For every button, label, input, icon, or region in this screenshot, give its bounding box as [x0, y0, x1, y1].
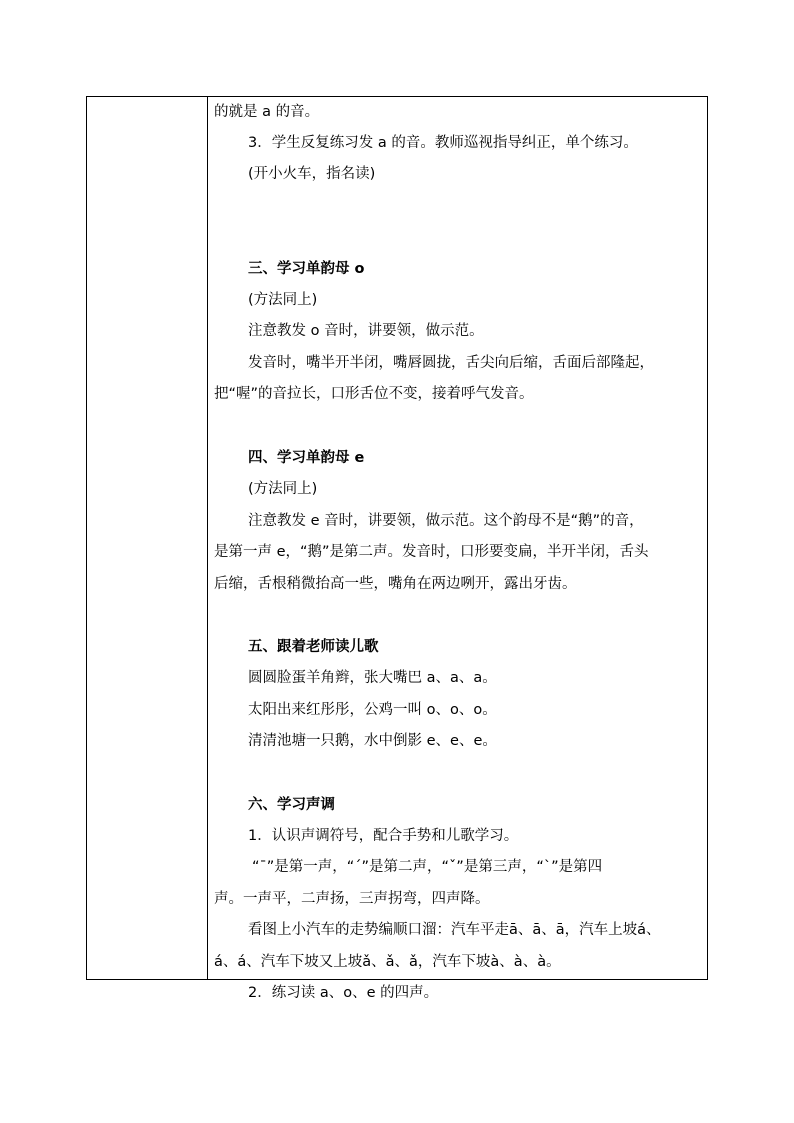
column-divider [207, 97, 208, 979]
section-4-desc-line-1: 注意教发 e 音时，讲要领，做示范。这个韵母不是“鹅”的音， [248, 513, 644, 529]
rhyme-line-3: 清清池塘一只鹅，水中倒影 e、e、e。 [248, 733, 497, 749]
section-3-desc-line-1: 发音时，嘴半开半闭，嘴唇圆拢，舌尖向后缩，舌面后部隆起， [248, 355, 654, 371]
rhyme-line-2: 太阳出来红彤彤，公鸡一叫 o、o、o。 [248, 702, 497, 718]
tones-line-2: 声。一声平，二声扬，三声拐弯，四声降。 [214, 891, 490, 907]
car-rhyme-line-2: á、á、汽车下坡又上坡ǎ、ǎ、ǎ，汽车下坡à、à、à。 [214, 954, 561, 970]
section-3-method: (方法同上) [248, 292, 318, 308]
tones-line-1: “ˉ”是第一声，“ˊ”是第二声，“ˇ”是第三声，“ˋ”是第四 [252, 859, 603, 875]
section-4-heading: 四、学习单韵母 e [248, 450, 365, 466]
section-6-item-2: 2．练习读 a、o、e 的四声。 [248, 985, 439, 1001]
step-3-text: 3．学生反复练习发 a 的音。教师巡视指导纠正，单个练习。 [248, 135, 638, 151]
section-3-desc-line-2: 把“喔”的音拉长，口形舌位不变，接着呼气发音。 [214, 386, 534, 402]
section-5-heading: 五、跟着老师读儿歌 [248, 639, 379, 655]
section-6-heading: 六、学习声调 [248, 797, 335, 813]
section-6-item-1: 1．认识声调符号，配合手势和儿歌学习。 [248, 828, 519, 844]
lesson-table [86, 96, 708, 1001]
section-4-desc-line-2: 是第一声 e，“鹅”是第二声。发音时，口形要变扁，半开半闭，舌头 [214, 544, 649, 560]
section-4-method: (方法同上) [248, 481, 318, 497]
section-4-desc-line-3: 后缩，舌根稍微抬高一些，嘴角在两边咧开，露出牙齿。 [214, 576, 577, 592]
rhyme-line-1: 圆圆脸蛋羊角辫，张大嘴巴 a、a、a。 [248, 670, 497, 686]
intro-tail-text: 的就是 a 的音。 [214, 104, 320, 120]
car-rhyme-line-1: 看图上小汽车的走势编顺口溜：汽车平走ā、ā、ā，汽车上坡á、 [248, 922, 661, 938]
section-3-note: 注意教发 o 音时，讲要领，做示范。 [248, 323, 484, 339]
step-3-note: (开小火车，指名读) [248, 166, 376, 182]
section-3-heading: 三、学习单韵母 o [248, 261, 365, 277]
